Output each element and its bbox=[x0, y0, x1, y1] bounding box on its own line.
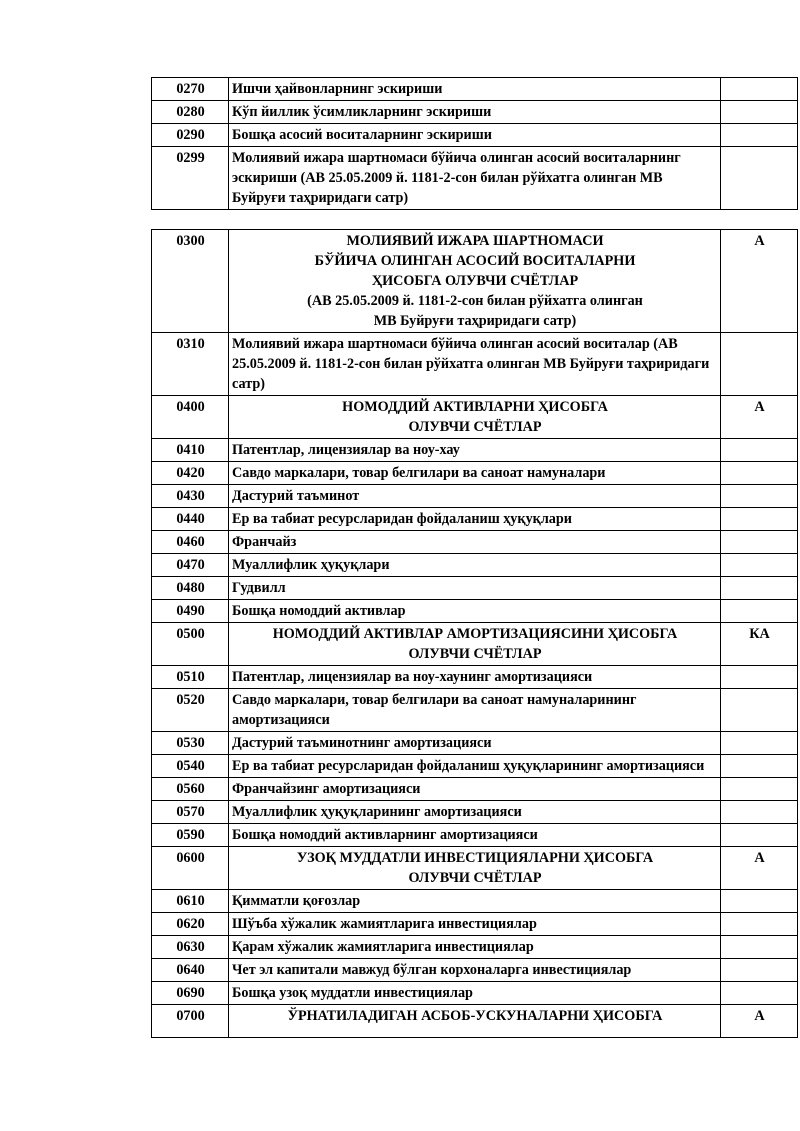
section-title-line: УЗОҚ МУДДАТЛИ ИНВЕСТИЦИЯЛАРНИ ҲИСОБГА bbox=[296, 850, 654, 866]
section-type: А bbox=[721, 1005, 798, 1038]
accounts-table-main bbox=[151, 229, 798, 1038]
account-code: 0310 bbox=[152, 333, 229, 396]
table-row bbox=[152, 101, 798, 124]
account-code: 0430 bbox=[152, 485, 229, 508]
account-type bbox=[721, 732, 798, 755]
account-code: 0480 bbox=[152, 577, 229, 600]
table-row bbox=[152, 755, 798, 778]
account-name: Патентлар, лицензиялар ва ноу-хаунинг амортизацияси bbox=[229, 666, 721, 689]
table-row bbox=[152, 439, 798, 462]
account-type bbox=[721, 101, 798, 124]
account-name: Ер ва табиат ресурсларидан фойдаланиш ҳуқуқлари bbox=[229, 508, 721, 531]
account-type bbox=[721, 531, 798, 554]
account-name: Чет эл капитали мавжуд бўлган корхоналарга инвестициялар bbox=[229, 959, 721, 982]
table-row bbox=[152, 824, 798, 847]
account-type bbox=[721, 508, 798, 531]
section-heading-row bbox=[152, 847, 798, 890]
account-name: Гудвилл bbox=[229, 577, 721, 600]
account-type bbox=[721, 755, 798, 778]
table-row bbox=[152, 333, 798, 396]
accounts-table-top bbox=[151, 77, 798, 210]
table-row bbox=[152, 959, 798, 982]
table-row bbox=[152, 732, 798, 755]
account-type bbox=[721, 666, 798, 689]
account-type bbox=[721, 439, 798, 462]
account-code: 0530 bbox=[152, 732, 229, 755]
account-type bbox=[721, 147, 798, 210]
account-name: Савдо маркалари, товар белгилари ва саноат намуналарининг амортизацияси bbox=[229, 689, 721, 732]
account-type bbox=[721, 913, 798, 936]
account-name: Молиявий ижара шартномаси бўйича олинган асосий воситаларнинг эскириши (АВ 25.05.2009 й. 1181-2-сон билан рўйхатга олинган МВ Буйруғи таҳриридаги сатр) bbox=[229, 147, 721, 210]
section-code: 0600 bbox=[152, 847, 229, 890]
account-code: 0490 bbox=[152, 600, 229, 623]
account-name: Бошқа узоқ муддатли инвестициялар bbox=[229, 982, 721, 1005]
table-row bbox=[152, 666, 798, 689]
account-type bbox=[721, 824, 798, 847]
account-name: Қарам хўжалик жамиятларига инвестициялар bbox=[229, 936, 721, 959]
account-type bbox=[721, 554, 798, 577]
account-name: Ишчи ҳайвонларнинг эскириши bbox=[229, 78, 721, 101]
account-type bbox=[721, 936, 798, 959]
account-code: 0540 bbox=[152, 755, 229, 778]
section-title-line: ОЛУВЧИ СЧЁТЛАР bbox=[408, 870, 542, 886]
account-name: Қимматли қоғозлар bbox=[229, 890, 721, 913]
table-row bbox=[152, 485, 798, 508]
account-code: 0590 bbox=[152, 824, 229, 847]
section-title-line: МОЛИЯВИЙ ИЖАРА ШАРТНОМАСИ bbox=[346, 233, 604, 249]
table-row bbox=[152, 577, 798, 600]
account-code: 0630 bbox=[152, 936, 229, 959]
account-code: 0270 bbox=[152, 78, 229, 101]
table-row bbox=[152, 890, 798, 913]
account-code: 0440 bbox=[152, 508, 229, 531]
section-type: А bbox=[721, 396, 798, 439]
table-row bbox=[152, 936, 798, 959]
account-type bbox=[721, 689, 798, 732]
account-type bbox=[721, 124, 798, 147]
account-code: 0420 bbox=[152, 462, 229, 485]
section-code: 0400 bbox=[152, 396, 229, 439]
table-row bbox=[152, 78, 798, 101]
account-code: 0620 bbox=[152, 913, 229, 936]
table-row bbox=[152, 554, 798, 577]
section-type: КА bbox=[721, 623, 798, 666]
account-code: 0690 bbox=[152, 982, 229, 1005]
account-type bbox=[721, 600, 798, 623]
account-code: 0610 bbox=[152, 890, 229, 913]
account-name: Кўп йиллик ўсимликларнинг эскириши bbox=[229, 101, 721, 124]
section-type: А bbox=[721, 847, 798, 890]
section-title bbox=[229, 1005, 721, 1038]
table-row bbox=[152, 913, 798, 936]
account-name: Франчайз bbox=[229, 531, 721, 554]
section-title-line: НОМОДДИЙ АКТИВЛАР АМОРТИЗАЦИЯСИНИ ҲИСОБГА bbox=[272, 626, 678, 642]
account-name: Савдо маркалари, товар белгилари ва саноат намуналари bbox=[229, 462, 721, 485]
table-row bbox=[152, 689, 798, 732]
table-row bbox=[152, 801, 798, 824]
account-name: Муаллифлик ҳуқуқларининг амортизацияси bbox=[229, 801, 721, 824]
section-type: А bbox=[721, 230, 798, 333]
section-heading-row bbox=[152, 230, 798, 333]
table-row bbox=[152, 531, 798, 554]
table-row bbox=[152, 147, 798, 210]
account-code: 0299 bbox=[152, 147, 229, 210]
account-code: 0640 bbox=[152, 959, 229, 982]
account-type bbox=[721, 982, 798, 1005]
section-title bbox=[229, 623, 721, 666]
section-heading-row bbox=[152, 396, 798, 439]
account-type bbox=[721, 485, 798, 508]
section-title-line: ОЛУВЧИ СЧЁТЛАР bbox=[408, 646, 542, 662]
account-name: Дастурий таъминотнинг амортизацияси bbox=[229, 732, 721, 755]
section-title-note: МВ Буйруғи таҳриридаги сатр) bbox=[373, 313, 577, 329]
account-name: Ер ва табиат ресурсларидан фойдаланиш ҳуқуқларининг амортизацияси bbox=[229, 755, 721, 778]
section-title-line: БЎЙИЧА ОЛИНГАН АСОСИЙ ВОСИТАЛАРНИ bbox=[314, 253, 636, 269]
section-code: 0500 bbox=[152, 623, 229, 666]
section-title-line: ОЛУВЧИ СЧЁТЛАР bbox=[408, 419, 542, 435]
section-title bbox=[229, 396, 721, 439]
account-code: 0470 bbox=[152, 554, 229, 577]
account-name: Дастурий таъминот bbox=[229, 485, 721, 508]
account-code: 0520 bbox=[152, 689, 229, 732]
account-code: 0570 bbox=[152, 801, 229, 824]
account-code: 0460 bbox=[152, 531, 229, 554]
account-name: Бошқа номоддий активлар bbox=[229, 600, 721, 623]
section-code: 0700 bbox=[152, 1005, 229, 1038]
table-row bbox=[152, 982, 798, 1005]
account-type bbox=[721, 778, 798, 801]
account-name: Молиявий ижара шартномаси бўйича олинган асосий воситалар (АВ 25.05.2009 й. 1181-2-сон билан рўйхатга олинган МВ Буйруғи таҳриридаги сатр) bbox=[229, 333, 721, 396]
section-title-line: ЎРНАТИЛАДИГАН АСБОБ-УСКУНАЛАРНИ ҲИСОБГА bbox=[287, 1008, 663, 1024]
account-type bbox=[721, 890, 798, 913]
account-code: 0510 bbox=[152, 666, 229, 689]
account-type bbox=[721, 959, 798, 982]
account-type bbox=[721, 78, 798, 101]
account-type bbox=[721, 333, 798, 396]
section-heading-row bbox=[152, 623, 798, 666]
table-row bbox=[152, 600, 798, 623]
account-code: 0280 bbox=[152, 101, 229, 124]
section-title-note: (АВ 25.05.2009 й. 1181-2-сон билан рўйхатга олинган bbox=[307, 293, 643, 309]
section-code: 0300 bbox=[152, 230, 229, 333]
table-row bbox=[152, 462, 798, 485]
account-name: Бошқа номоддий активларнинг амортизацияси bbox=[229, 824, 721, 847]
account-name: Шўъба хўжалик жамиятларига инвестициялар bbox=[229, 913, 721, 936]
section-title-line: НОМОДДИЙ АКТИВЛАРНИ ҲИСОБГА bbox=[342, 399, 608, 415]
account-name: Франчайзинг амортизацияси bbox=[229, 778, 721, 801]
account-name: Патентлар, лицензиялар ва ноу-хау bbox=[229, 439, 721, 462]
table-row bbox=[152, 508, 798, 531]
account-type bbox=[721, 801, 798, 824]
table-row bbox=[152, 124, 798, 147]
account-code: 0290 bbox=[152, 124, 229, 147]
section-title-line: ҲИСОБГА ОЛУВЧИ СЧЁТЛАР bbox=[371, 273, 579, 289]
account-name: Муаллифлик ҳуқуқлари bbox=[229, 554, 721, 577]
account-name: Бошқа асосий воситаларнинг эскириши bbox=[229, 124, 721, 147]
section-title bbox=[229, 847, 721, 890]
section-title bbox=[229, 230, 721, 333]
table-row bbox=[152, 778, 798, 801]
account-type bbox=[721, 577, 798, 600]
account-code: 0410 bbox=[152, 439, 229, 462]
section-heading-row bbox=[152, 1005, 798, 1038]
account-type bbox=[721, 462, 798, 485]
account-code: 0560 bbox=[152, 778, 229, 801]
